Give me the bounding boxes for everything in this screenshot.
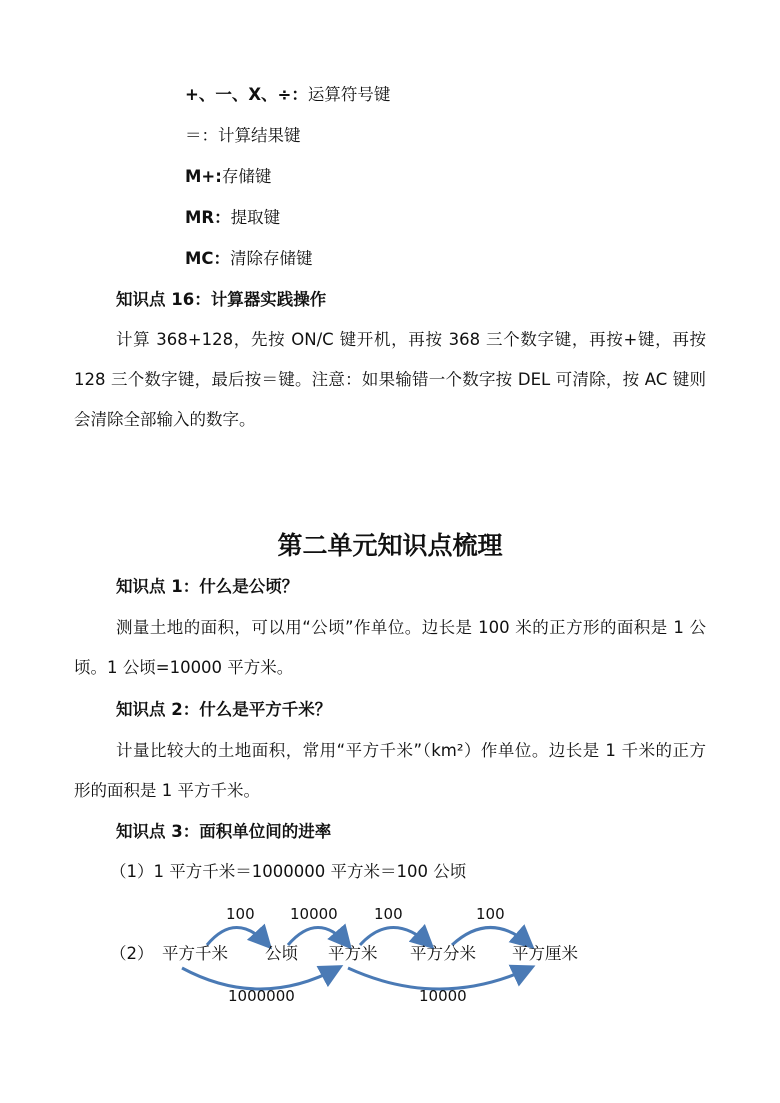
key-label: MC： (185, 249, 231, 268)
key-description: 存储键 (221, 167, 272, 186)
kp1-title: 知识点 1：什么是公顷？ (116, 577, 299, 596)
top-rate-4: 100 (476, 905, 505, 923)
key-description: 运算符号键 (307, 85, 391, 104)
key-description: 清除存储键 (230, 249, 313, 268)
kp3-title: 知识点 3：面积单位间的进率 (116, 822, 332, 841)
key-label: +、一、X、÷： (185, 85, 308, 104)
key-description: 计算结果键 (218, 126, 301, 145)
top-rate-3: 100 (374, 905, 403, 923)
kp16-title: 知识点 16：计算器实践操作 (116, 290, 327, 309)
kp16-body: 计算 368+128，先按 ON/C 键开机，再按 368 三个数字键，再按+键，再按 128 三个数字键，最后按＝键。注意：如果输错一个数字按 DEL 可清除，按 AC 键则会清除全部输入的数字。 (74, 330, 706, 429)
key-label: MR： (185, 208, 231, 227)
unit-sq-dm: 平方分米 (410, 944, 476, 963)
unit-heading: 第二单元知识点梳理 (277, 531, 503, 560)
kp3-item-1: （1）1 平方千米＝1000000 平方米＝100 公顷 (110, 862, 467, 881)
bottom-rate-1: 1000000 (228, 987, 295, 1005)
key-label: M+: (185, 167, 222, 186)
key-description: 提取键 (230, 208, 281, 227)
kp2-body: 计量比较大的土地面积，常用“平方千米”（km²）作单位。边长是 1 千米的正方形的面积是 1 平方千米。 (74, 741, 706, 800)
top-rate-2: 10000 (290, 905, 338, 923)
unit-sq-cm: 平方厘米 (512, 944, 578, 963)
bottom-rate-2: 10000 (419, 987, 467, 1005)
unit-hectare: 公顷 (265, 944, 298, 963)
unit-sq-m: 平方米 (328, 944, 378, 963)
unit-sq-km: 平方千米 (162, 944, 228, 963)
kp3-item-2-prefix: （2） (110, 944, 154, 963)
top-rate-1: 100 (226, 905, 255, 923)
kp2-title: 知识点 2：什么是平方千米？ (116, 700, 332, 719)
key-label: ＝： (185, 126, 218, 145)
kp1-body: 测量土地的面积，可以用“公顷”作单位。边长是 100 米的正方形的面积是 1 公顷。1 公顷=10000 平方米。 (74, 618, 706, 677)
